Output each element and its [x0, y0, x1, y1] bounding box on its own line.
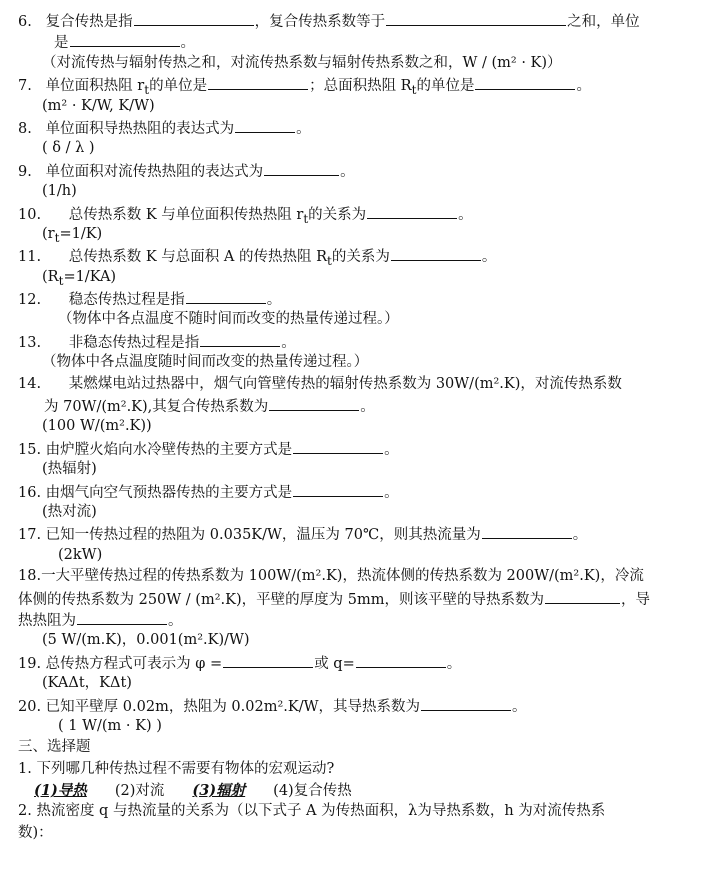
q7-sub: t — [144, 83, 150, 96]
q17-number: 17. — [18, 527, 42, 544]
q15-blank[interactable] — [293, 438, 383, 454]
q7-blank-1[interactable] — [208, 74, 308, 90]
choice1-question: 1. 下列哪几种传热过程不需要有物体的宏观运动? — [18, 760, 335, 777]
q12-text-a: 稳态传热过程是指 — [68, 292, 185, 309]
q16-answer: (热对流) — [42, 503, 97, 520]
q17-end: 。 — [572, 527, 588, 544]
q10-end: 。 — [458, 206, 473, 223]
q17-text-a: 已知一传热过程的热阻为 0.035K/W，温压为 70℃，则其热流量为 — [45, 527, 481, 544]
q10-text-b: 的关系为 — [308, 206, 367, 223]
q8-text-a: 单位面积导热热阻的表达式为 — [45, 120, 235, 137]
q11-answer-sub: t — [58, 273, 64, 288]
q12-line — [18, 288, 706, 309]
q11-blank[interactable] — [391, 245, 481, 261]
q13-answer: （物体中各点温度随时间而改变的热量传递过程。） — [42, 354, 369, 371]
q8-line — [18, 117, 706, 138]
q19-line — [18, 652, 706, 673]
q14-line2 — [18, 395, 706, 416]
q8-number: 8. — [18, 120, 32, 137]
choice2-line2: 数)： — [18, 824, 53, 841]
q10-blank[interactable] — [367, 203, 457, 219]
q13-line — [18, 331, 706, 352]
q13-end: 。 — [281, 334, 296, 351]
choice1-options — [18, 780, 706, 801]
q8-end: 。 — [296, 120, 311, 137]
q9-answer: (1/h) — [42, 183, 77, 200]
q18-line3 — [18, 609, 706, 630]
q7-line — [18, 74, 706, 95]
q17-answer: (2kW) — [58, 546, 103, 563]
q14-text-a: 某燃煤电站过热器中，烟气向管壁传热的辐射传热系数为 30W/(m².K)，对流传热系数 — [68, 375, 622, 392]
q14-number: 14. — [18, 375, 42, 392]
q7-text-a: 单位面积热阻 r — [45, 78, 145, 95]
q6-blank-3[interactable] — [70, 31, 180, 47]
q10-sub: t — [303, 211, 309, 224]
q13-blank[interactable] — [200, 331, 280, 347]
q20-number: 20. — [18, 698, 42, 715]
q14-line1 — [18, 374, 706, 395]
q9-end: 。 — [340, 163, 355, 180]
q20-end: 。 — [512, 698, 527, 715]
q13-text-a: 非稳态传热过程是指 — [68, 334, 200, 351]
q10-line — [18, 203, 706, 224]
q15-line — [18, 438, 706, 459]
q18-text-c: ，导 — [620, 591, 650, 608]
q18-number: 18. — [18, 568, 42, 585]
q18-blank-2[interactable] — [77, 609, 167, 625]
q18-line2 — [18, 588, 706, 609]
q20-answer: ( 1 W/(m · K) ) — [58, 717, 162, 734]
q15-text-a: 由炉膛火焰向水冷壁传热的主要方式是 — [45, 441, 293, 458]
q19-blank-2[interactable] — [356, 652, 446, 668]
q6-blank-2[interactable] — [386, 10, 566, 26]
q7-blank-2[interactable] — [475, 74, 575, 90]
q14-answer: (100 W/(m².K)) — [42, 418, 152, 435]
q6-text-c: 之和，单位 — [567, 14, 640, 30]
section-heading: 三、选择题 — [18, 739, 91, 756]
q14-end: 。 — [360, 399, 375, 416]
q19-text-b: 或 q= — [314, 655, 355, 672]
q9-line — [18, 160, 706, 181]
choice1-option-4[interactable]: (4)复合传热 — [273, 783, 352, 800]
choice1-option-3[interactable]: (3)辐射 — [192, 782, 246, 800]
q7-answer: (m² · K/W, K/W) — [42, 97, 155, 114]
q6-end: 。 — [180, 35, 195, 52]
q12-end: 。 — [266, 292, 282, 309]
q19-answer: (KAΔt，KΔt) — [42, 675, 132, 692]
q20-line — [18, 695, 706, 716]
q18-answer: (5 W/(m.K)，0.001(m².K)/W) — [42, 632, 250, 649]
q7-end: 。 — [576, 78, 591, 95]
q7-text-c: ；总面积热阻 R — [309, 78, 412, 95]
q11-sub: t — [327, 254, 332, 267]
choice2-line1: 2. 热流密度 q 与热流量的关系为（以下式子 A 为传热面积，λ为导热系数，h 为对流传热系 — [18, 803, 606, 820]
q19-blank-1[interactable] — [223, 652, 313, 668]
q10-answer — [18, 224, 706, 245]
q17-line — [18, 523, 706, 544]
q13-number: 13. — [18, 334, 42, 351]
q15-end: 。 — [384, 441, 399, 458]
q7-text-b: 的单位是 — [149, 78, 208, 95]
q9-text-a: 单位面积对流传热热阻的表达式为 — [45, 163, 264, 180]
q7-sub2: t — [411, 83, 417, 96]
q9-blank[interactable] — [264, 160, 339, 176]
q14-text-b: 为 70W/(m².K),其复合传热系数为 — [44, 399, 269, 416]
q11-text-b: 的关系为 — [331, 249, 390, 266]
choice1-option-2[interactable]: (2)对流 — [114, 783, 165, 800]
q16-blank[interactable] — [293, 481, 383, 497]
q7-number: 7. — [18, 78, 32, 95]
q15-answer: (热辐射) — [42, 461, 97, 478]
q16-text-a: 由烟气向空气预热器传热的主要方式是 — [45, 484, 293, 501]
q12-answer: （物体中各点温度不随时间而改变的热量传递过程。） — [58, 311, 399, 328]
q10-number: 10. — [18, 206, 42, 223]
q19-number: 19. — [18, 655, 42, 672]
q11-answer-tail: =1/KA) — [63, 268, 117, 285]
q18-end: 。 — [168, 612, 183, 629]
q20-blank[interactable] — [421, 695, 511, 711]
q18-text-a: 一大平壁传热过程的传热系数为 100W/(m².K)，热流体侧的传热系数为 200W/(m².K)，冷流 — [41, 568, 644, 585]
q14-blank[interactable] — [269, 395, 359, 411]
q9-number: 9. — [18, 163, 32, 180]
q20-text-a: 已知平壁厚 0.02m，热阻为 0.02m².K/W，其导热系数为 — [45, 698, 421, 715]
q18-text-d: 热热阻为 — [18, 612, 76, 629]
q10-answer-sub: t — [54, 230, 60, 245]
q16-end: 。 — [384, 484, 399, 501]
q11-number: 11. — [18, 249, 42, 266]
q6-line1 — [18, 10, 706, 31]
q19-text-a: 总传热方程式可表示为 φ = — [45, 655, 223, 672]
q18-text-b: 体侧的传热系数为 250W / (m².K)，平壁的厚度为 5mm，则该平壁的导热系数为 — [18, 591, 544, 608]
q11-answer — [18, 267, 706, 288]
q12-number: 12. — [18, 292, 42, 309]
q6-blank-1[interactable] — [134, 10, 254, 26]
q18-line1 — [18, 566, 706, 587]
q10-answer-head: (r — [42, 225, 55, 242]
q6-answer: （对流传热与辐射传热之和，对流传热系数与辐射传热系数之和，W / (m² · K)） — [42, 54, 562, 71]
q6-line2 — [18, 31, 706, 52]
q6-text-d: 是 — [54, 35, 69, 52]
q11-answer-head: (R — [42, 268, 59, 285]
q15-number: 15. — [18, 441, 42, 458]
q8-blank[interactable] — [235, 117, 295, 133]
q10-text-a: 总传热系数 K 与单位面积传热热阻 r — [68, 206, 304, 223]
q17-blank[interactable] — [482, 523, 572, 539]
q6-number: 6. — [18, 14, 32, 30]
q16-line — [18, 481, 706, 502]
q19-end: 。 — [446, 655, 462, 672]
q11-line — [18, 245, 706, 266]
choice1-option-1[interactable]: (1)导热 — [34, 782, 87, 800]
q6-text-a: 复合传热是指 — [45, 14, 133, 30]
q6-text-b: ，复合传热系数等于 — [254, 14, 386, 30]
q7-text-d: 的单位是 — [416, 78, 475, 95]
q8-answer: ( δ / λ ) — [42, 140, 95, 157]
q10-answer-tail: =1/K) — [59, 225, 103, 242]
q12-blank[interactable] — [186, 288, 266, 304]
q16-number: 16. — [18, 484, 42, 501]
q11-text-a: 总传热系数 K 与总面积 A 的传热热阻 R — [68, 249, 327, 266]
q11-end: 。 — [481, 249, 497, 266]
q18-blank-1[interactable] — [545, 588, 620, 604]
